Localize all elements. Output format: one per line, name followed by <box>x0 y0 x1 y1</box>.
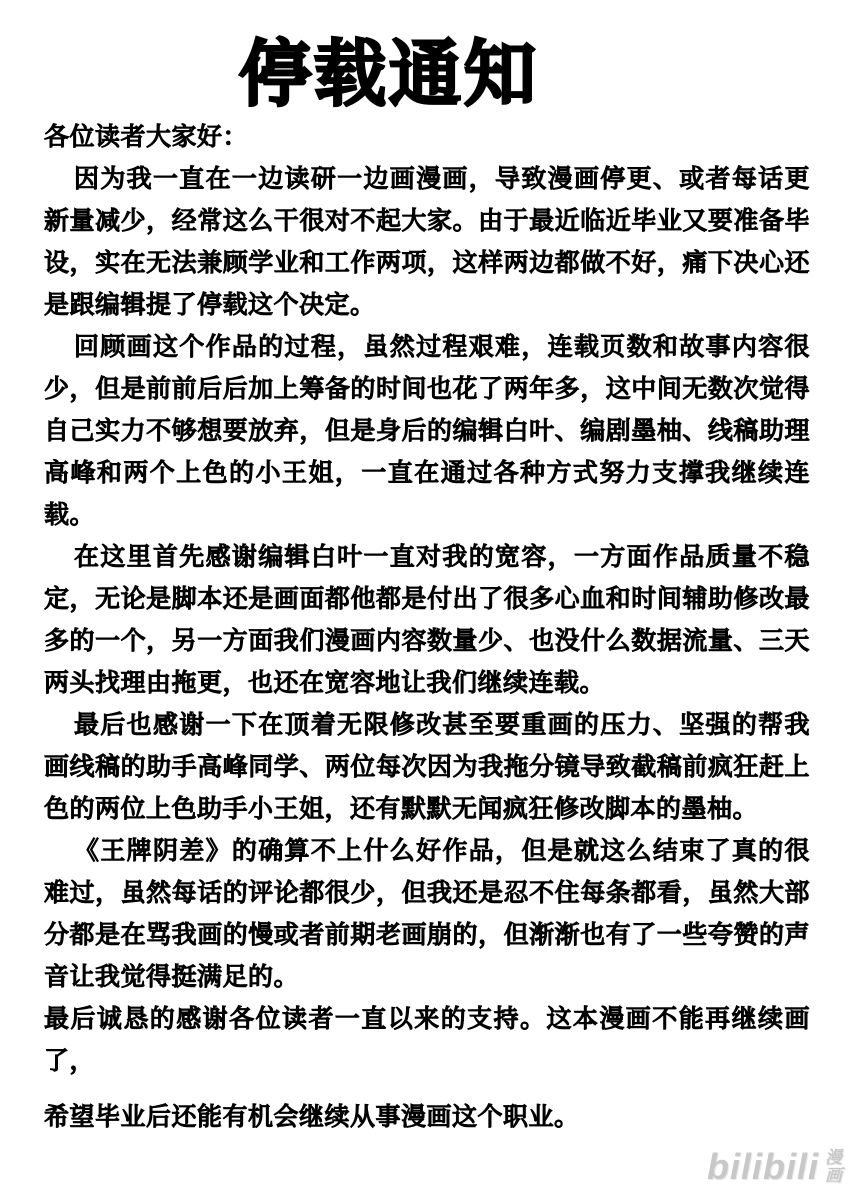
manga-badge <box>825 1149 842 1185</box>
notice-paragraph-2: 回顾画这个作品的过程，虽然过程艰难，连载页数和故事内容很少，但是前前后后加上筹备的时间也花了两年多，这中间无数次觉得自己实力不够想要放弃，但是身后的编辑白叶、编剧墨柚、线稿助理高峰和两个上色的小王姐，一直在通过各种方式努力支撑我继续连载。 <box>44 333 810 529</box>
page-title: 停载通知 <box>238 35 539 115</box>
notice-paragraph-4: 最后也感谢一下在顶着无限修改甚至要重画的压力、坚强的帮我画线稿的助手高峰同学、两位每次因为我拖分镜导致截稿前疯狂赶上色的两位上色助手小王姐，还有默默无闻疯狂修改脚本的墨柚。 <box>44 711 810 823</box>
closing-line-2: 希望毕业后还能有机会继续从事漫画这个职业。 <box>44 1103 580 1131</box>
notice-body <box>44 116 810 1138</box>
bilibili-logo-text: bilibili <box>707 1146 819 1187</box>
manga-badge-char-top: 漫 <box>825 1148 842 1167</box>
notice-paragraph-3: 在这里首先感谢编辑白叶一直对我的宽容，一方面作品质量不稳定，无论是脚本还是画面都他都是付出了很多心血和时间辅助修改最多的一个，另一方面我们漫画内容数量少、也没什么数据流量、三天两头找理由拖更，也还在宽容地让我们继续连载。 <box>44 543 810 697</box>
manga-badge-char-bottom: 画 <box>825 1166 842 1185</box>
salutation: 各位读者大家好： <box>44 123 249 151</box>
notice-paragraph-1: 因为我一直在一边读研一边画漫画，导致漫画停更、或者每话更新量减少，经常这么干很对不起大家。由于最近临近毕业又要准备毕设，实在无法兼顾学业和工作两项，这样两边都做不好，痛下决心还是跟编辑提了停载这个决定。 <box>44 165 810 319</box>
notice-paragraph-5: 《王牌阴差》的确算不上什么好作品，但是就这么结束了真的很难过，虽然每话的评论都很少，但我还是忍不住每条都看，虽然大部分都是在骂我画的慢或者前期老画崩的，但渐渐也有了一些夸赞的声音让我觉得挺满足的。 <box>44 837 810 991</box>
bilibili-manga-logo <box>707 1146 842 1188</box>
closing-line-1: 最后诚恳的感谢各位读者一直以来的支持。这本漫画不能再继续画了， <box>44 1005 810 1075</box>
